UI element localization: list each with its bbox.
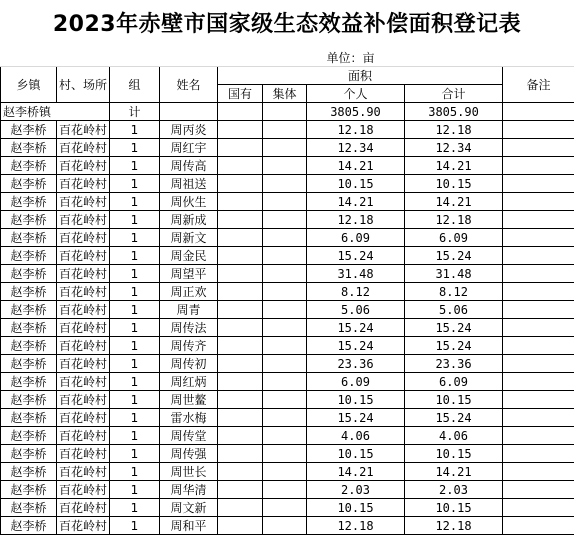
table-row [1, 229, 574, 247]
cell-remarks [503, 139, 574, 157]
summary-remarks [503, 103, 574, 121]
cell-state [218, 499, 263, 517]
cell-collective [263, 337, 307, 355]
cell-name: 雷水梅 [160, 409, 218, 427]
page-title: 2023年赤壁市国家级生态效益补偿面积登记表 [52, 12, 522, 37]
cell-village: 百花岭村 [57, 427, 110, 445]
cell-individual: 12.18 [307, 517, 405, 535]
cell-state [218, 445, 263, 463]
cell-total: 14.21 [405, 193, 503, 211]
cell-state [218, 373, 263, 391]
summary-collective [263, 103, 307, 121]
cell-village: 百花岭村 [57, 283, 110, 301]
cell-collective [263, 229, 307, 247]
cell-total: 12.18 [405, 211, 503, 229]
cell-remarks [503, 121, 574, 139]
cell-collective [263, 139, 307, 157]
cell-village: 百花岭村 [57, 175, 110, 193]
cell-group: 1 [110, 373, 160, 391]
cell-individual: 8.12 [307, 283, 405, 301]
cell-remarks [503, 409, 574, 427]
cell-state [218, 247, 263, 265]
cell-township: 赵李桥 [1, 391, 57, 409]
cell-collective [263, 517, 307, 535]
cell-individual: 10.15 [307, 175, 405, 193]
cell-village: 百花岭村 [57, 157, 110, 175]
cell-total: 6.09 [405, 229, 503, 247]
cell-collective [263, 445, 307, 463]
cell-collective [263, 121, 307, 139]
cell-state [218, 481, 263, 499]
cell-remarks [503, 391, 574, 409]
cell-remarks [503, 175, 574, 193]
cell-total: 10.15 [405, 499, 503, 517]
cell-group: 1 [110, 283, 160, 301]
cell-township: 赵李桥 [1, 355, 57, 373]
cell-state [218, 427, 263, 445]
unit-row [1, 50, 574, 67]
cell-remarks [503, 301, 574, 319]
table-row [1, 373, 574, 391]
cell-township: 赵李桥 [1, 427, 57, 445]
table-row [1, 211, 574, 229]
cell-village: 百花岭村 [57, 463, 110, 481]
cell-group: 1 [110, 427, 160, 445]
table-row [1, 139, 574, 157]
table-row [1, 427, 574, 445]
cell-collective [263, 463, 307, 481]
cell-township: 赵李桥 [1, 229, 57, 247]
cell-group: 1 [110, 229, 160, 247]
cell-name: 周新文 [160, 229, 218, 247]
cell-name: 周新成 [160, 211, 218, 229]
cell-group: 1 [110, 121, 160, 139]
cell-township: 赵李桥 [1, 337, 57, 355]
cell-name: 周丙炎 [160, 121, 218, 139]
cell-remarks [503, 373, 574, 391]
cell-individual: 10.15 [307, 499, 405, 517]
cell-name: 周世长 [160, 463, 218, 481]
unit-label: 单位：亩 [307, 50, 503, 67]
cell-state [218, 211, 263, 229]
cell-township: 赵李桥 [1, 247, 57, 265]
table-row [1, 319, 574, 337]
cell-collective [263, 175, 307, 193]
cell-remarks [503, 337, 574, 355]
cell-collective [263, 193, 307, 211]
cell-township: 赵李桥 [1, 193, 57, 211]
header-total: 合计 [405, 85, 503, 103]
summary-name [160, 103, 218, 121]
table-row [1, 481, 574, 499]
cell-total: 8.12 [405, 283, 503, 301]
summary-group: 计 [110, 103, 160, 121]
cell-collective [263, 247, 307, 265]
cell-individual: 10.15 [307, 391, 405, 409]
cell-collective [263, 355, 307, 373]
cell-total: 15.24 [405, 337, 503, 355]
cell-individual: 14.21 [307, 157, 405, 175]
cell-village: 百花岭村 [57, 229, 110, 247]
cell-township: 赵李桥 [1, 211, 57, 229]
cell-collective [263, 301, 307, 319]
cell-name: 周传齐 [160, 337, 218, 355]
cell-township: 赵李桥 [1, 175, 57, 193]
summary-state [218, 103, 263, 121]
cell-name: 周红炳 [160, 373, 218, 391]
header-collective: 集体 [263, 85, 307, 103]
cell-total: 12.34 [405, 139, 503, 157]
cell-individual: 6.09 [307, 229, 405, 247]
table-row [1, 445, 574, 463]
cell-total: 15.24 [405, 319, 503, 337]
cell-individual: 31.48 [307, 265, 405, 283]
cell-group: 1 [110, 463, 160, 481]
cell-village: 百花岭村 [57, 301, 110, 319]
cell-village: 百花岭村 [57, 517, 110, 535]
cell-state [218, 463, 263, 481]
cell-state [218, 409, 263, 427]
cell-group: 1 [110, 355, 160, 373]
cell-total: 4.06 [405, 427, 503, 445]
cell-group: 1 [110, 409, 160, 427]
cell-individual: 23.36 [307, 355, 405, 373]
cell-group: 1 [110, 337, 160, 355]
cell-state [218, 283, 263, 301]
cell-name: 周正欢 [160, 283, 218, 301]
cell-state [218, 517, 263, 535]
cell-remarks [503, 157, 574, 175]
cell-individual: 15.24 [307, 337, 405, 355]
table-row [1, 175, 574, 193]
cell-individual: 2.03 [307, 481, 405, 499]
cell-remarks [503, 499, 574, 517]
cell-village: 百花岭村 [57, 265, 110, 283]
table-row [1, 355, 574, 373]
cell-group: 1 [110, 481, 160, 499]
cell-township: 赵李桥 [1, 445, 57, 463]
cell-state [218, 301, 263, 319]
cell-state [218, 391, 263, 409]
cell-individual: 12.34 [307, 139, 405, 157]
cell-individual: 10.15 [307, 445, 405, 463]
cell-state [218, 121, 263, 139]
cell-group: 1 [110, 301, 160, 319]
cell-village: 百花岭村 [57, 391, 110, 409]
cell-collective [263, 499, 307, 517]
cell-collective [263, 211, 307, 229]
table-row [1, 283, 574, 301]
header-remarks: 备注 [503, 67, 574, 103]
cell-village: 百花岭村 [57, 409, 110, 427]
cell-total: 31.48 [405, 265, 503, 283]
cell-individual: 5.06 [307, 301, 405, 319]
cell-village: 百花岭村 [57, 211, 110, 229]
header-village: 村、场所 [57, 67, 110, 103]
cell-group: 1 [110, 391, 160, 409]
header-individual: 个人 [307, 85, 405, 103]
table-row [1, 121, 574, 139]
cell-total: 10.15 [405, 445, 503, 463]
cell-name: 周金民 [160, 247, 218, 265]
cell-group: 1 [110, 247, 160, 265]
cell-state [218, 319, 263, 337]
cell-total: 2.03 [405, 481, 503, 499]
cell-village: 百花岭村 [57, 499, 110, 517]
cell-individual: 14.21 [307, 463, 405, 481]
cell-remarks [503, 427, 574, 445]
table-row [1, 409, 574, 427]
cell-state [218, 193, 263, 211]
cell-remarks [503, 463, 574, 481]
table-row [1, 517, 574, 535]
cell-individual: 12.18 [307, 121, 405, 139]
cell-name: 周传高 [160, 157, 218, 175]
cell-collective [263, 427, 307, 445]
cell-township: 赵李桥 [1, 499, 57, 517]
summary-total: 3805.90 [405, 103, 503, 121]
cell-total: 14.21 [405, 463, 503, 481]
cell-township: 赵李桥 [1, 409, 57, 427]
cell-name: 周青 [160, 301, 218, 319]
table-row [1, 265, 574, 283]
cell-township: 赵李桥 [1, 463, 57, 481]
cell-group: 1 [110, 139, 160, 157]
cell-township: 赵李桥 [1, 319, 57, 337]
cell-name: 周世鳌 [160, 391, 218, 409]
cell-remarks [503, 517, 574, 535]
cell-collective [263, 409, 307, 427]
cell-group: 1 [110, 517, 160, 535]
cell-township: 赵李桥 [1, 139, 57, 157]
cell-total: 23.36 [405, 355, 503, 373]
cell-township: 赵李桥 [1, 517, 57, 535]
cell-group: 1 [110, 265, 160, 283]
cell-village: 百花岭村 [57, 247, 110, 265]
cell-state [218, 265, 263, 283]
cell-remarks [503, 211, 574, 229]
cell-name: 周伙生 [160, 193, 218, 211]
cell-village: 百花岭村 [57, 337, 110, 355]
cell-name: 周和平 [160, 517, 218, 535]
summary-individual: 3805.90 [307, 103, 405, 121]
cell-remarks [503, 355, 574, 373]
cell-collective [263, 265, 307, 283]
cell-name: 周传初 [160, 355, 218, 373]
cell-individual: 6.09 [307, 373, 405, 391]
cell-collective [263, 283, 307, 301]
header-name: 姓名 [160, 67, 218, 103]
cell-name: 周红宇 [160, 139, 218, 157]
cell-village: 百花岭村 [57, 193, 110, 211]
cell-state [218, 175, 263, 193]
cell-total: 12.18 [405, 517, 503, 535]
table-row [1, 337, 574, 355]
cell-individual: 15.24 [307, 409, 405, 427]
cell-total: 15.24 [405, 409, 503, 427]
cell-village: 百花岭村 [57, 355, 110, 373]
cell-village: 百花岭村 [57, 139, 110, 157]
table-body [1, 121, 574, 535]
cell-total: 12.18 [405, 121, 503, 139]
cell-township: 赵李桥 [1, 283, 57, 301]
cell-group: 1 [110, 175, 160, 193]
cell-township: 赵李桥 [1, 265, 57, 283]
cell-township: 赵李桥 [1, 157, 57, 175]
table-row [1, 499, 574, 517]
header-township: 乡镇 [1, 67, 57, 103]
table-row [1, 247, 574, 265]
cell-name: 周华清 [160, 481, 218, 499]
cell-collective [263, 319, 307, 337]
cell-name: 周望平 [160, 265, 218, 283]
cell-remarks [503, 247, 574, 265]
table-row [1, 193, 574, 211]
cell-township: 赵李桥 [1, 301, 57, 319]
cell-individual: 14.21 [307, 193, 405, 211]
cell-total: 10.15 [405, 175, 503, 193]
cell-state [218, 355, 263, 373]
cell-state [218, 157, 263, 175]
header-state: 国有 [218, 85, 263, 103]
table-row [1, 301, 574, 319]
cell-total: 5.06 [405, 301, 503, 319]
cell-group: 1 [110, 445, 160, 463]
cell-group: 1 [110, 499, 160, 517]
cell-state [218, 229, 263, 247]
cell-remarks [503, 445, 574, 463]
header-group: 组 [110, 67, 160, 103]
cell-name: 周传强 [160, 445, 218, 463]
cell-village: 百花岭村 [57, 319, 110, 337]
cell-total: 6.09 [405, 373, 503, 391]
cell-individual: 15.24 [307, 247, 405, 265]
cell-total: 14.21 [405, 157, 503, 175]
cell-collective [263, 157, 307, 175]
summary-township: 赵李桥镇 [1, 103, 110, 121]
cell-remarks [503, 229, 574, 247]
cell-total: 10.15 [405, 391, 503, 409]
cell-collective [263, 373, 307, 391]
cell-individual: 4.06 [307, 427, 405, 445]
summary-row [1, 103, 574, 121]
cell-township: 赵李桥 [1, 481, 57, 499]
cell-village: 百花岭村 [57, 481, 110, 499]
area-table [0, 50, 574, 535]
header-row-1 [1, 67, 574, 85]
cell-township: 赵李桥 [1, 373, 57, 391]
cell-group: 1 [110, 193, 160, 211]
cell-village: 百花岭村 [57, 373, 110, 391]
table-row [1, 391, 574, 409]
cell-individual: 15.24 [307, 319, 405, 337]
cell-group: 1 [110, 157, 160, 175]
cell-name: 周传堂 [160, 427, 218, 445]
cell-village: 百花岭村 [57, 445, 110, 463]
cell-remarks [503, 265, 574, 283]
cell-remarks [503, 319, 574, 337]
header-area: 面积 [218, 67, 503, 85]
cell-collective [263, 391, 307, 409]
cell-group: 1 [110, 319, 160, 337]
cell-village: 百花岭村 [57, 121, 110, 139]
table-row [1, 463, 574, 481]
cell-state [218, 139, 263, 157]
cell-remarks [503, 193, 574, 211]
cell-individual: 12.18 [307, 211, 405, 229]
cell-collective [263, 481, 307, 499]
cell-township: 赵李桥 [1, 121, 57, 139]
cell-name: 周传法 [160, 319, 218, 337]
cell-state [218, 337, 263, 355]
cell-remarks [503, 283, 574, 301]
cell-group: 1 [110, 211, 160, 229]
cell-remarks [503, 481, 574, 499]
cell-name: 周文新 [160, 499, 218, 517]
cell-total: 15.24 [405, 247, 503, 265]
table-row [1, 157, 574, 175]
cell-name: 周祖送 [160, 175, 218, 193]
